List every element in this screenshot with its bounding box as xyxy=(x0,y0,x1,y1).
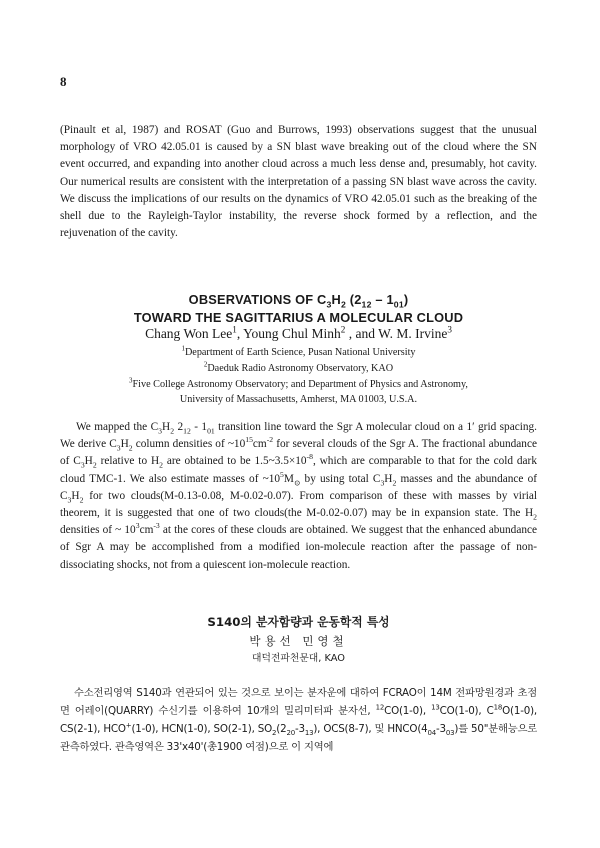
author-name: Young Chul Minh xyxy=(243,326,341,341)
article1-title xyxy=(60,291,537,327)
intro-paragraph: (Pinault et al, 1987) and ROSAT (Guo and Burrows, 1993) observations suggest that the unusual morphology of VRO 42.05.01 is caused by a SN blast wave breaking out of the cloud where the SN event occurred, and expanding into another cloud across a much less dense and, presumably, hot cavity. Our numerical results are consistent with the interpretation of a passing SN blast wave across the cavity. We discuss the implications of our results on the dynamics of VRO 42.05.01 such as the breaking of the shell due to the Rayleigh-Taylor instability, the reverse shock formed by a reflection, and the rejuvenation of the cavity. xyxy=(60,124,537,240)
page-number: 8 xyxy=(60,74,67,89)
affiliation-3: $^3$Five College Astronomy Observatory; and Department of Physics and Astronomy, xyxy=(129,377,468,390)
article1-title-line1: OBSERVATIONS OF $C_3H_2$ $(2_{12} - 1_{01})$ xyxy=(188,292,409,310)
article2-body: 수소전리영역 S140과 연관되어 있는 것으로 보이는 분자운에 대하여 FCRAO이 14M 전파망원경과 초점면 어레이(QUARRY) 수신기를 이용하여 10개의 밀리미터파 분자선, $^{12}$CO(1-0), $^{13}$CO(1-0), $C^{18}O(1-0)$, CS(2-1), HCO+(1-0), HCN(1-0), SO(2-1), $SO_2(2_{20}-3_{13})$, OCS(8-7), 및 $HNCO(4_{04}-3_{03})$를 50"분해능으로 관측하였다. 관측영역은 33'x40'(총1900 여점)으로 이 지역에 xyxy=(60,687,538,753)
article1-authors: Chang Won Lee$^1$, Young Chul Minh$^2$ , and W. M. Irvine$^3$ xyxy=(145,324,452,341)
article2-authors: 박용선 민영철 xyxy=(249,634,348,648)
article1-title-line2: TOWARD THE SAGITTARIUS A MOLECULAR CLOUD xyxy=(133,310,464,325)
article1-abstract: We mapped the $C_3H_2$ $2_{12} - 1_{01}$ transition line toward the Sgr A molecular cloud on a 1′ grid spacing. We derive $C_3H_2$ column densities of $\sim 10^{15}cm^{-2}$ for several clouds of the Sgr A. The fractional abundance of $C_3H_2$ relative to $H_2$ are obtained to be $1.5\sim 3.5\times 10^{-8}$, which are comparable to that for the cold dark cloud TMC-1. We also estimate masses of $\sim 10^5M_⊙$ by using total $C_3H_2$ masses and the abundance of $C_3H_2$ for two clouds(M-0.13-0.08, M-0.02-0.07). From comparison of these with masses by virial theorem, it is suggested that one of two clouds(the M-0.02-0.07) may be in expansion state. The $H_2$ densities of ~ $10^3cm^{-3}$ at the cores of these clouds are obtained. We suggest that the enhanced abundance of Sgr A may be accomplished from a modified ion-molecule reaction after the passage of non-dissociating shocks, not from a quiescent ion-molecule reaction. xyxy=(60,421,538,571)
article2-affiliation: 대덕전파천문대, KAO xyxy=(252,653,345,664)
author-name: W. M. Irvine xyxy=(378,326,448,341)
sun-symbol: ⊙ xyxy=(293,477,301,487)
article2-title: S140의 분자함량과 운동학적 특성 xyxy=(207,615,390,629)
affiliation-2: $^2$Daeduk Radio Astronomy Observatory, KAO xyxy=(203,361,394,374)
affiliation-1: $^1$Department of Earth Science, Pusan National University xyxy=(181,345,416,358)
author-name: Chang Won Lee xyxy=(145,326,233,341)
affiliation-3-cont: University of Massachusetts, Amherst, MA 01003, U.S.A. xyxy=(179,394,418,405)
